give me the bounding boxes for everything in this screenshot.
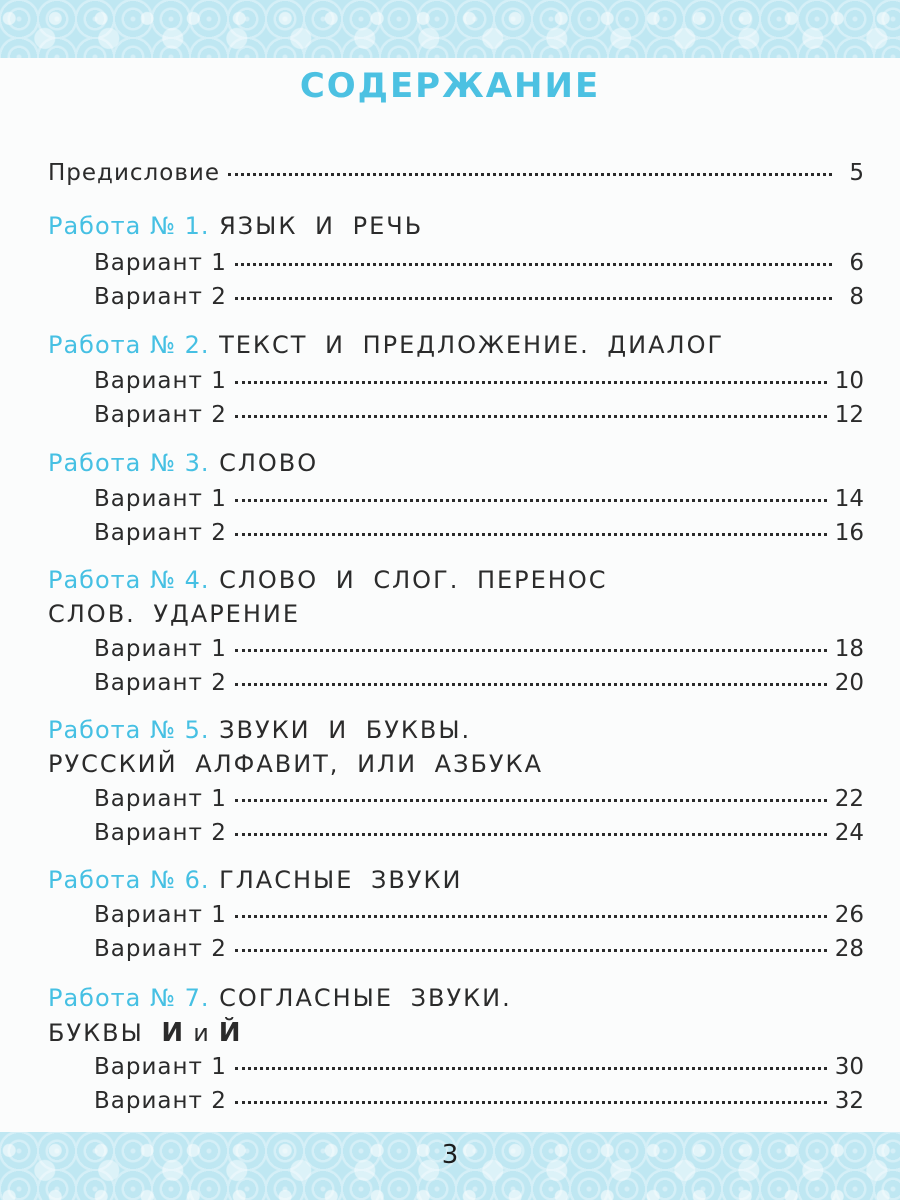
- toc-work-3-heading[interactable]: [48, 449, 864, 489]
- variant-label: Вариант 1: [94, 786, 227, 812]
- toc-page-number: 18: [834, 636, 864, 662]
- variant-label: Вариант 2: [94, 670, 227, 696]
- toc-work-7-variant-2[interactable]: [94, 1088, 864, 1128]
- dot-leader: [235, 833, 827, 836]
- letter-i: И: [161, 1018, 186, 1048]
- toc-work-6-heading[interactable]: [48, 866, 864, 906]
- variant-label: Вариант 2: [94, 520, 227, 546]
- toc-work-6-variant-2[interactable]: [94, 936, 864, 976]
- dot-leader: [235, 263, 832, 266]
- dot-leader: [235, 533, 827, 536]
- work-label: Работа № 6.: [48, 866, 210, 894]
- toc-work-1-variant-2[interactable]: [94, 284, 864, 324]
- work-title: СЛОВО: [219, 449, 319, 477]
- work-title: СОГЛАСНЫЕ ЗВУКИ.: [219, 984, 512, 1012]
- toc-work-2-heading[interactable]: [48, 331, 864, 371]
- toc-work-3-variant-2[interactable]: [94, 520, 864, 560]
- work-label: Работа № 5.: [48, 716, 210, 744]
- variant-label: Вариант 1: [94, 902, 227, 928]
- toc-page-number: 12: [834, 402, 864, 428]
- toc-page-number: 10: [834, 368, 864, 394]
- toc-page-number: 14: [834, 486, 864, 512]
- dot-leader: [235, 949, 827, 952]
- toc-page-number: 24: [834, 820, 864, 846]
- toc-page-number: 32: [834, 1088, 864, 1114]
- dot-leader: [235, 1101, 827, 1104]
- toc-preface[interactable]: [48, 160, 864, 200]
- page-number: 3: [441, 1140, 459, 1170]
- variant-label: Вариант 2: [94, 284, 227, 310]
- dot-leader: [235, 683, 827, 686]
- toc-page-number: 28: [834, 936, 864, 962]
- variant-label: Вариант 2: [94, 936, 227, 962]
- dot-leader: [235, 1067, 827, 1070]
- toc-page-number: 6: [849, 250, 864, 276]
- letter-short-i: Й: [218, 1018, 243, 1048]
- dot-leader: [235, 297, 832, 300]
- toc-page-number: 22: [834, 786, 864, 812]
- work-title: ЗВУКИ И БУКВЫ.: [219, 716, 472, 744]
- work-label: Работа № 2.: [48, 331, 210, 359]
- toc-page-number: 20: [834, 670, 864, 696]
- toc-work-1-heading[interactable]: [48, 212, 864, 252]
- work-label: Работа № 3.: [48, 449, 210, 477]
- title-cont-prefix: БУКВЫ: [48, 1019, 144, 1047]
- dot-leader: [235, 381, 827, 384]
- work-title: СЛОВО И СЛОГ. ПЕРЕНОС: [219, 566, 608, 594]
- work-title: ТЕКСТ И ПРЕДЛОЖЕНИЕ. ДИАЛОГ: [219, 331, 725, 359]
- dot-leader: [235, 799, 827, 802]
- variant-label: Вариант 1: [94, 368, 227, 394]
- dot-leader: [235, 915, 827, 918]
- variant-label: Вариант 1: [94, 636, 227, 662]
- work-title-continuation: СЛОВ. УДАРЕНИЕ: [48, 600, 301, 628]
- toc-work-2-variant-2[interactable]: [94, 402, 864, 442]
- toc-entry-label: Предисловие: [48, 160, 220, 186]
- page-title: СОДЕРЖАНИЕ: [299, 66, 601, 106]
- work-title: ЯЗЫК И РЕЧЬ: [219, 212, 424, 240]
- toc-work-4-variant-2[interactable]: [94, 670, 864, 710]
- variant-label: Вариант 2: [94, 820, 227, 846]
- top-decorative-band: [0, 0, 900, 58]
- work-title-continuation: РУССКИЙ АЛФАВИТ, ИЛИ АЗБУКА: [48, 750, 543, 778]
- toc-page-number: 30: [834, 1054, 864, 1080]
- work-label: Работа № 1.: [48, 212, 210, 240]
- work-label: Работа № 7.: [48, 984, 210, 1012]
- dot-leader: [228, 173, 832, 176]
- work-title: ГЛАСНЫЕ ЗВУКИ: [219, 866, 463, 894]
- variant-label: Вариант 1: [94, 1054, 227, 1080]
- dot-leader: [235, 415, 827, 418]
- conjunction: и: [193, 1019, 211, 1047]
- variant-label: Вариант 2: [94, 1088, 227, 1114]
- toc-page-number: 8: [849, 284, 864, 310]
- variant-label: Вариант 2: [94, 402, 227, 428]
- toc-page-number: 16: [834, 520, 864, 546]
- variant-label: Вариант 1: [94, 486, 227, 512]
- dot-leader: [235, 649, 827, 652]
- toc-page-number: 26: [834, 902, 864, 928]
- work-label: Работа № 4.: [48, 566, 210, 594]
- work-title-continuation: [48, 1018, 243, 1048]
- toc-work-5-variant-2[interactable]: [94, 820, 864, 860]
- variant-label: Вариант 1: [94, 250, 227, 276]
- toc-page-number: 5: [849, 160, 864, 186]
- dot-leader: [235, 499, 827, 502]
